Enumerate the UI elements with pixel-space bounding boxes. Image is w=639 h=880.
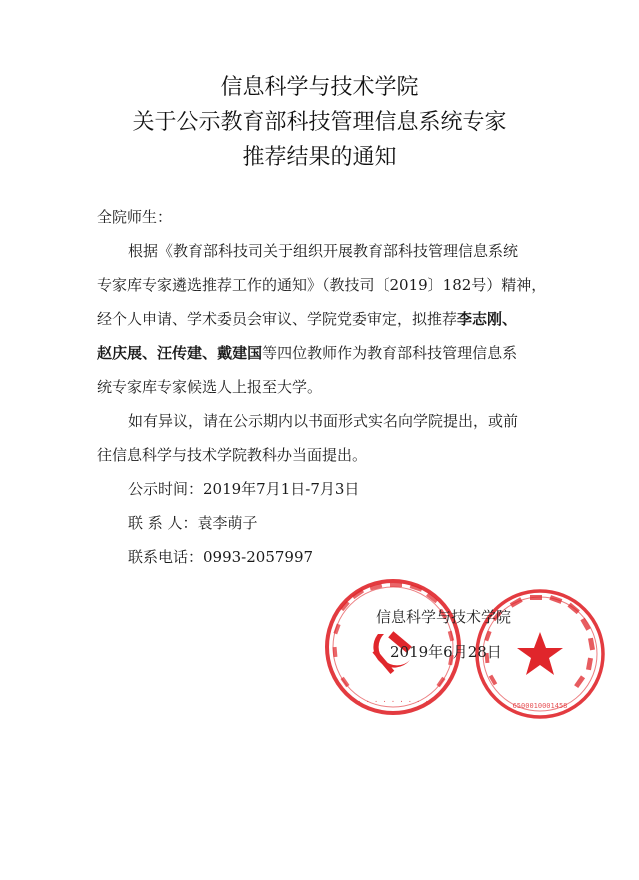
nominee-1: 李志刚	[457, 310, 503, 328]
paragraph2-line2: 往信息科学与技术学院教科办当面提出。	[97, 446, 368, 464]
nominee-4: 戴建国	[217, 344, 263, 362]
notice-period: 公示时间：2019年7月1日-7月3日	[128, 480, 360, 498]
nominee-2: 赵庆展	[97, 344, 143, 362]
salutation: 全院师生：	[97, 208, 173, 226]
doc-title-line1: 信息科学与技术学院	[220, 75, 419, 100]
paragraph1-line5: 统专家库专家候选人上报至大学。	[97, 378, 323, 396]
contact-phone: 联系电话：0993-2057997	[128, 548, 314, 566]
paragraph1-line4	[97, 340, 517, 366]
paragraph2-line1: 如有异议，请在公示期内以书面形式实名向学院提出，或前	[128, 412, 519, 430]
paragraph1-line3-prefix: 经个人申请、学术委员会审议、学院党委审定，拟推荐	[97, 310, 458, 328]
svg-text:6500010001458: 6500010001458	[512, 702, 568, 710]
separator-1: 、	[502, 310, 518, 328]
paragraph1-line2: 专家库专家遴选推荐工作的通知》（教技司〔2019〕182号）精神，	[97, 276, 547, 294]
paragraph1-line1: 根据《教育部科技司关于组织开展教育部科技管理信息系统	[128, 242, 519, 260]
contact-person: 联 系 人：袁李萌子	[128, 514, 258, 532]
doc-title-line3: 推荐结果的通知	[242, 145, 397, 170]
paragraph1-line3	[97, 306, 517, 332]
paragraph1-line4-suffix: 等四位教师作为教育部科技管理信息系	[262, 344, 518, 362]
svg-text:· · · · · · · · ·: · · · · · · · · ·	[357, 698, 429, 706]
signature-org: 信息科学与技术学院	[376, 608, 512, 626]
star-icon	[517, 632, 563, 675]
nominee-3: 汪传建	[157, 344, 203, 362]
separator-2: 、	[142, 344, 158, 362]
separator-3: 、	[202, 344, 218, 362]
doc-title-line2: 关于公示教育部科技管理信息系统专家	[132, 110, 507, 135]
signature-date: 2019年6月28日	[390, 643, 502, 661]
